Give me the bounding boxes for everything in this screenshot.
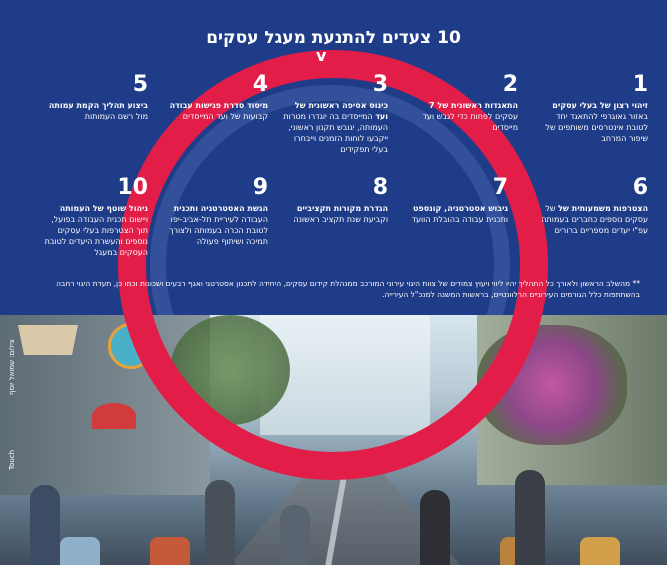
step-text: מול רשם העמותות (84, 112, 148, 121)
step-heading: ניהול שוטף של העמותה (59, 204, 148, 213)
step-2 (410, 72, 518, 133)
street-photo (0, 315, 667, 565)
chevron-down-icon: v (316, 46, 327, 65)
cafe-chair (60, 537, 100, 565)
step-text: באזור גאוגרפי להתאגד יחד לטובת אינטרסים משותפים של שיפור המרחב (545, 112, 648, 143)
step-heading: זיהוי רצון של בעלי עסקים (552, 101, 648, 110)
step-heading: גיבוש אסטרטגיה, קונספט (413, 204, 508, 213)
step-6 (540, 175, 648, 236)
step-heading: ביצוע תהליך הקמת עמותה (48, 101, 148, 110)
step-text: קבועות של ועד המייסדים (182, 112, 268, 121)
step-number: 7 (492, 175, 508, 200)
person (420, 490, 450, 565)
person (515, 470, 545, 565)
step-text: העבודה לעיריית תל-אביב-יפו לטובת הכרה בעמותה ולצורך תמיכה ושיתוף פעולה (169, 215, 268, 246)
step-9 (160, 175, 268, 247)
step-heading: הצטרפות משמעותית של (558, 204, 648, 213)
step-number: 2 (502, 72, 518, 97)
step-text: המייסדים בה יוגדרו מטרות העמותה, יגובש תקנון ראשוני, ייקבעו לוחות הזמנים וייבחרו בעלי תפקידים (283, 112, 388, 154)
step-number: 3 (372, 72, 388, 97)
step-heading: מיסוד סדרת פגישות עבודה (169, 101, 268, 110)
step-number: 6 (632, 175, 648, 200)
red-umbrella (92, 403, 136, 429)
step-7 (400, 175, 508, 225)
cafe-chair (580, 537, 620, 565)
step-5 (40, 72, 148, 122)
step-text: ותכנית עבודה בהובלת הוועד (411, 215, 508, 224)
cafe-chair (150, 537, 190, 565)
person (30, 485, 60, 565)
photo-source: Touch (8, 449, 16, 470)
person (205, 480, 235, 565)
step-text: וקביעת שנת תקציב ראשונה (293, 215, 388, 224)
person (280, 505, 310, 565)
step-8 (280, 175, 388, 225)
step-number: 1 (632, 72, 648, 97)
step-number: 5 (132, 72, 148, 97)
infographic-title: 10 צעדים להתנעת מעגל עסקים (206, 28, 461, 48)
step-heading: הגדרת מקורות תקציביים (296, 204, 388, 213)
step-10 (40, 175, 148, 258)
step-text: עסקים לפחות כדי לגבש ועד מייסדים (422, 112, 518, 132)
step-number: 8 (372, 175, 388, 200)
step-1 (540, 72, 648, 144)
step-number: 10 (117, 175, 148, 200)
step-heading: כינוס אסיפה ראשונית של ועד (294, 101, 388, 121)
step-number: 4 (252, 72, 268, 97)
step-3 (280, 72, 388, 155)
step-number: 9 (252, 175, 268, 200)
step-4 (160, 72, 268, 122)
step-text: של עסקים נוספים כחברים בעמותה עפ"י יעדים מספריים ברורים (541, 204, 648, 235)
awning (18, 325, 78, 355)
step-heading: התאגדות ראשונית של 7 (428, 101, 518, 110)
footnote: ** מהשלב הראשון ולאורך כל התהליך יהיו ליווי ויעוץ צמודים של צוות היגוי עירוני המורכב ממנהלת קידום עסקים, היחידה לתכנון אסטרטגי ואגף רבעים ושכונות וכמו כן, תעדת היגוי רחבה בהשתתפות כלל הגורמים העירוניים הרלוונטיים, בראשות המשנה למנכ"ל העירייה. (56, 279, 640, 299)
step-text: ויישום תכנית העבודה בפועל, תוך הצטרפות בעלי עסקים נוספים והעשרת היעדים לטובת העסקים במעגל (44, 215, 148, 257)
photo-credit: צילום: שמואל יוסף (8, 339, 16, 395)
step-heading: הגשת האסטרטגיה ותכנית (173, 204, 268, 213)
